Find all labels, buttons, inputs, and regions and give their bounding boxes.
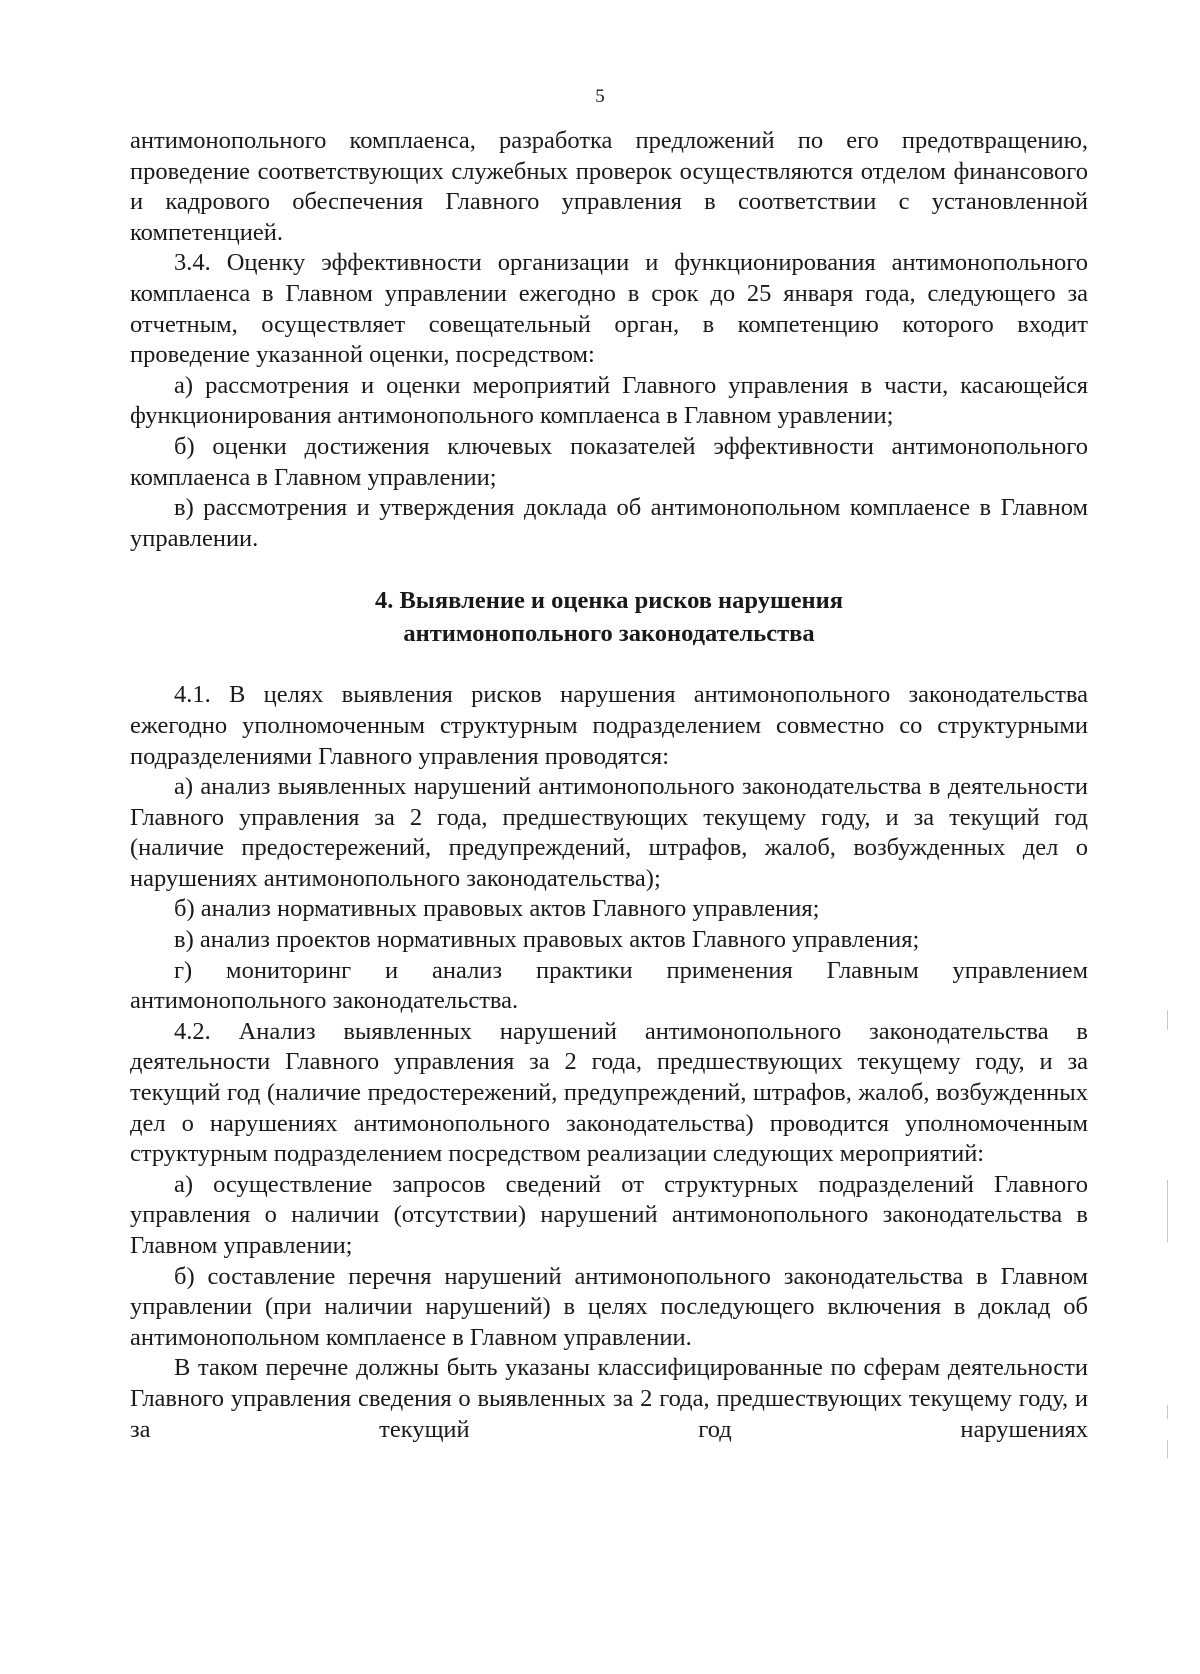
section-heading-line-1: 4. Выявление и оценка рисков нарушения bbox=[374, 587, 844, 615]
paragraph-list-requirements: В таком перечне должны быть указаны классифицированные по сферам деятельности Главного управления сведения о выявленных за 2 года, предшествующих текущему году, и за текущий год нарушениях bbox=[130, 1354, 1088, 1443]
document-body bbox=[130, 126, 1088, 1445]
paragraph-4-1: 4.1. В целях выявления рисков нарушения антимонопольного законодательства ежегодно уполномоченным структурным подразделением совместно со структурными подразделениями Главного управления проводятся: bbox=[130, 681, 1088, 770]
scan-artifact-mark bbox=[1167, 1405, 1168, 1419]
scan-artifact-mark bbox=[1167, 1440, 1168, 1458]
list-item-a: а) осуществление запросов сведений от структурных подразделений Главного управления о наличии (отсутствии) нарушений антимонопольного законодательства в Главном управлении; bbox=[130, 1170, 1088, 1259]
list-item-a: а) рассмотрения и оценки мероприятий Главного управления в части, касающейся функционирования антимонопольного комплаенса в Главном уравлении; bbox=[130, 371, 1088, 430]
paragraph-3-4: 3.4. Оценку эффективности организации и функционирования антимонопольного комплаенса в Главном управлении ежегодно в срок до 25 января года, следующего за отчетным, осуществляет совещательный орган, в компетенцию которого входит проведение указанной оценки, посредством: bbox=[130, 249, 1088, 369]
section-heading-line-2: антимонопольного законодательства bbox=[403, 620, 815, 648]
paragraph-continuation: антимонопольного комплаенса, разработка предложений по его предотвращению, проведение соответствующих служебных проверок осуществляются отделом финансового и кадрового обеспечения Главного управления в соответствии с установленной компетенцией. bbox=[130, 127, 1088, 246]
list-item-b: б) анализ нормативных правовых актов Главного управления; bbox=[174, 895, 820, 923]
page-number: 5 bbox=[595, 86, 605, 107]
list-item-v: в) рассмотрения и утверждения доклада об антимонопольном комплаенсе в Главном управлении. bbox=[130, 494, 1088, 552]
list-item-a: а) анализ выявленных нарушений антимонопольного законодательства в деятельности Главного управления за 2 года, предшествующих текущему году, и за текущий год (наличие предостережений, предупреждений, штрафов, жалоб, возбужденных дел о нарушениях антимонопольного законодательства); bbox=[130, 773, 1088, 892]
paragraph-4-2: 4.2. Анализ выявленных нарушений антимонопольного законодательства в деятельности Главного управления за 2 года, предшествующих текущему году, и за текущий год (наличие предостережений, предупреждений, штрафов, жалоб, возбужденных дел о нарушениях антимонопольного законодательства) проводится уполномоченным структурным подразделением посредством реализации следующих мероприятий: bbox=[130, 1017, 1088, 1168]
list-item-b: б) составление перечня нарушений антимонопольного законодательства в Главном управлении (при наличии нарушений) в целях последующего включения в доклад об антимонопольном комплаенсе в Главном управлении. bbox=[130, 1262, 1088, 1351]
list-item-v: в) анализ проектов нормативных правовых актов Главного управления; bbox=[174, 926, 920, 954]
list-item-g: г) мониторинг и анализ практики применения Главным управлением антимонопольного законодательства. bbox=[130, 956, 1088, 1015]
scan-artifact-mark bbox=[1167, 1180, 1168, 1242]
list-item-b: б) оценки достижения ключевых показателей эффективности антимонопольного комплаенса в Главном управлении; bbox=[130, 432, 1088, 491]
section-heading bbox=[130, 584, 1088, 650]
scan-artifact-mark bbox=[1167, 1010, 1168, 1030]
